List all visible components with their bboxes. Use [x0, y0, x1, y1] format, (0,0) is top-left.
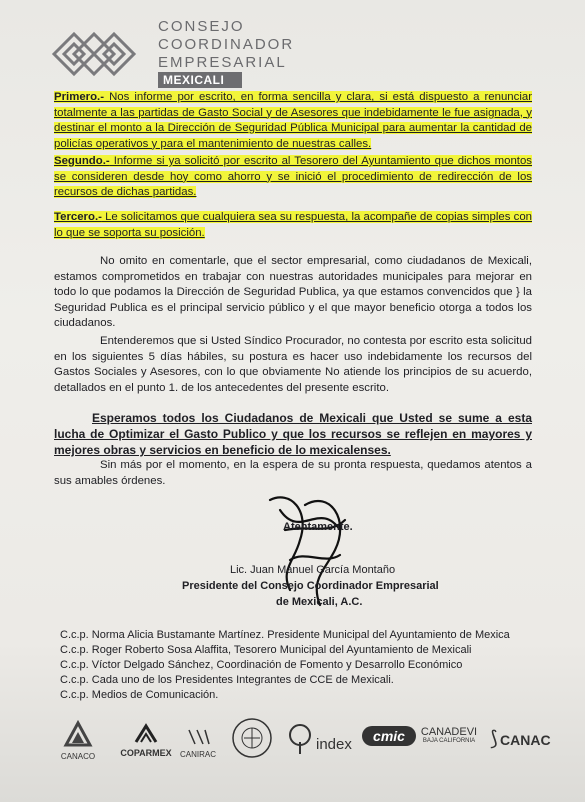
cmic-logo	[362, 726, 416, 746]
canadevi-logo	[420, 726, 478, 744]
tree-icon	[283, 722, 317, 756]
paragraph-segundo	[54, 154, 532, 201]
primero-label: Primero.-	[54, 91, 105, 103]
canirac-logo	[178, 726, 218, 759]
atentamente: Atentamente.	[283, 521, 353, 533]
logo-text	[158, 18, 294, 72]
paragraph-sector-empresarial: No omito en comentarle, que el sector empresarial, como ciudadanos de Mexicali, estamos comprometidos en trabajar con nuestras autoridades municipales para mejorar en todo lo que podamos la Dirección de Seguridad Publica, ya que estamos convencidos que } la Seguridad Publica es el principal servicio público y el que mayor beneficio otorga a todos los ciudadanos.	[54, 255, 532, 330]
cmic-label: cmic	[362, 726, 416, 746]
coparmex-logo	[116, 722, 176, 758]
ccp-line-1: C.c.p. Norma Alicia Bustamante Martínez. Presidente Municipal del Ayuntamiento de Mexica	[60, 629, 510, 641]
primero-text: Nos informe por escrito, en forma sencilla y clara, si está dispuesto a renunciar totalmente a las partidas de Gasto Social y de Asesores que indebidamente le fue asignada, y destinar el monto a la Dirección de Seguridad Pública Municipal para aumentar la cantidad de policías operativos y para el mantenimiento de nuestras calles.	[54, 91, 532, 150]
paragraph-tercero	[54, 210, 532, 241]
logo-line-1: CONSEJO	[158, 18, 245, 35]
footer-logos	[56, 720, 585, 782]
logo-subtitle: MEXICALI	[158, 72, 242, 88]
ccp-line-3: C.c.p. Víctor Delgado Sánchez, Coordinación de Fomento y Desarrollo Económico	[60, 659, 463, 671]
index-logo: index	[316, 736, 352, 753]
coparmex-icon	[132, 722, 160, 746]
cce-logo-icon	[44, 14, 144, 92]
tree-logo	[282, 722, 318, 758]
coparmex-label: COPARMEX	[120, 748, 172, 758]
logo-line-2: COORDINADOR	[158, 36, 295, 53]
canadevi-sublabel: BAJA CALIFORNIA	[422, 738, 476, 744]
canacar-label: CANAC	[500, 732, 551, 748]
canaco-icon	[63, 720, 93, 750]
tercero-text: Le solicitamos que cualquiera sea su respuesta, la acompañe de copias simples con lo que se soporta su posición.	[54, 211, 532, 239]
agro-council-seal-icon	[230, 716, 274, 760]
ccp-line-2: C.c.p. Roger Roberto Sosa Alaffita, Tesorero Municipal del Ayuntamiento de Mexicali	[60, 644, 472, 656]
ccp-line-4: C.c.p. Cada uno de los Presidentes Integrantes de CCE de Mexicali.	[60, 674, 394, 686]
paragraph-sin-mas: Sin más por el momento, en la espera de su pronta respuesta, quedamos atentos a sus amables órdenes.	[54, 459, 532, 487]
canaco-logo	[58, 720, 98, 761]
canacar-mark-icon: ⟆	[490, 728, 498, 750]
agro-council-logo	[228, 716, 276, 762]
signer-title-1: Presidente del Consejo Coordinador Empresarial	[182, 580, 439, 592]
logo-line-3: EMPRESARIAL	[158, 54, 287, 71]
signer-title-2: de Mexicali, A.C.	[276, 596, 363, 608]
paragraph-esperamos: Esperamos todos los Ciudadanos de Mexicali que Usted se sume a esta lucha de Optimizar el Gasto Publico y que los recursos se reflejen en mayores y mejores obras y servicios en beneficio de lo mexicalenses.	[54, 411, 532, 457]
canadevi-label: CANADEVI	[420, 726, 478, 738]
signer-name: Lic. Juan Manuel García Montaño	[230, 564, 396, 576]
segundo-text: Informe si ya solicitó por escrito al Tesorero del Ayuntamiento que dichos montos se consideren desde hoy como ahorro y se inició el procedimiento de redirección de los recursos de dichas partidas.	[54, 155, 532, 199]
canacar-logo	[490, 726, 585, 751]
canaco-label: CANACO	[60, 752, 96, 761]
ccp-line-5: C.c.p. Medios de Comunicación.	[60, 689, 219, 701]
paragraph-primero	[54, 90, 532, 152]
tercero-label: Tercero.-	[54, 211, 102, 223]
paragraph-sindico: Entenderemos que si Usted Síndico Procurador, no contesta por escrito esta solicitud en los siguientes 5 días hábiles, su postura es hacer uso indebidamente los recursos del Gastos Sociales y Asesores, con lo que obviamente No atiende los principios de su acuerdo, detallados en el punto 1. de los antecedentes del presente escrito.	[54, 335, 532, 394]
canirac-label: CANIRAC	[179, 750, 216, 759]
segundo-label: Segundo.-	[54, 155, 110, 167]
canirac-icon	[183, 726, 213, 748]
